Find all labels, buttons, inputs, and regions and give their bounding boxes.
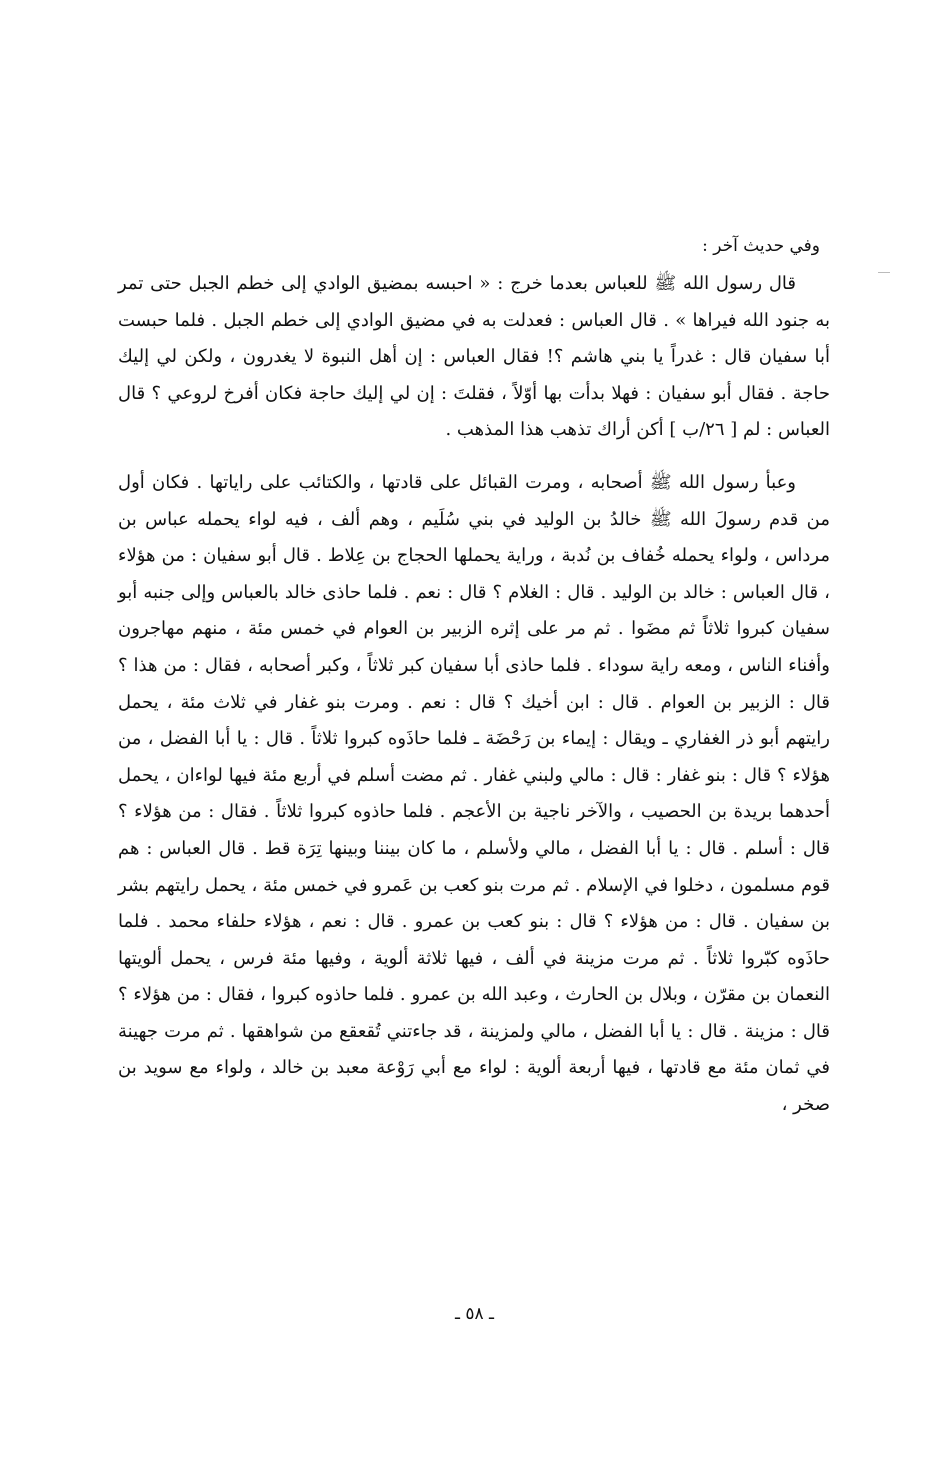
page-number: ـ ٥٨ ـ [454,1304,495,1324]
page-content [118,228,830,1124]
margin-mark [878,272,890,273]
section-heading: وفي حديث آخر : [702,236,820,256]
paragraph-1: قال رسول الله ﷺ للعباس بعدما خرج : « احبسه بمضيق الوادي إلى خطم الجبل حتى تمر به جنود الله فيراها » . قال العباس : فعدلت به في مضيق الوادي إلى خطم الجبل . فلما حبست أبا سفيان قال : غدراً يا بني هاشم ؟! فقال العباس : إن أهل النبوة لا يغدرون ، ولكن لي إليك حاجة . فقال أبو سفيان : فهلا بدأت بها أوّلاً ، فقلتَ : إن لي إليك حاجة فكان أفرخ لروعي ؟ قال العباس : لم [ ٢٦/ب ] أكن أراك تذهب هذا المذهب . [118,273,830,441]
paragraph-2: وعبأ رسول الله ﷺ أصحابه ، ومرت القبائل على قادتها ، والكتائب على راياتها . فكان أول من قدم رسولَ الله ﷺ خالدُ بن الوليد في بني سُلَيم ، وهم ألف ، فيه لواء يحمله عباس بن مرداس ، ولواء يحمله خُفاف بن نُدبة ، وراية يحملها الحجاج بن عِلاط . قال أبو سفيان : من هؤلاء ، قال العباس : خالد بن الوليد . قال : الغلام ؟ قال : نعم . فلما حاذى خالد بالعباس وإلى جنبه أبو سفيان كبروا ثلاثاً ثم مضَوا . ثم مر على إثره الزبير بن العوام في خمس مئة ، منهم مهاجرون وأفناء الناس ، ومعه راية سوداء . فلما حاذى أبا سفيان كبر ثلاثاً ، وكبر أصحابه ، فقال : من هذا ؟ قال : الزبير بن العوام . قال : ابن أخيك ؟ قال : نعم . ومرت بنو غفار في ثلاث مئة ، يحمل رايتهم أبو ذر الغفاري ـ ويقال : إيماء بن رَحْضَة ـ فلما حاذَوه كبروا ثلاثاً . قال : يا أبا الفضل ، من هؤلاء ؟ قال : بنو غفار : قال : مالي ولبني غفار . ثم مضت أسلم في أربع مئة فيها لواءان ، يحمل أحدهما بريدة بن الحصيب ، والآخر ناجية بن الأعجم . فلما حاذوه كبروا ثلاثاً . فقال : من هؤلاء ؟ قال : أسلم . قال : يا أبا الفضل ، مالي ولأسلم ، ما كان بيننا وبينها تِرَة قط . قال العباس : هم قوم مسلمون ، دخلوا في الإسلام . ثم مرت بنو كعب بن عَمرو في خمس مئة ، يحمل رايتهم بشر بن سفيان . قال : من هؤلاء ؟ قال : بنو كعب بن عمرو . قال : نعم ، هؤلاء حلفاء محمد . فلما حاذَوه كبّروا ثلاثاً . ثم مرت مزينة في ألف ، فيها ثلاثة ألوية ، وفيها مئة فرس ، يحمل ألويتها النعمان بن مقرّن ، وبلال بن الحارث ، وعبد الله بن عمرو . فلما حاذوه كبروا ، فقال : من هؤلاء ؟ قال : مزينة . قال : يا أبا الفضل ، مالي ولمزينة ، قد جاءتني تُقعقع من شواهقها . ثم مرت جهينة في ثمان مئة مع قادتها ، فيها أربعة ألوية : لواء مع أبي رَوْعة معبد بن خالد ، ولواء مع سويد بن صخر ، [118,471,830,1116]
